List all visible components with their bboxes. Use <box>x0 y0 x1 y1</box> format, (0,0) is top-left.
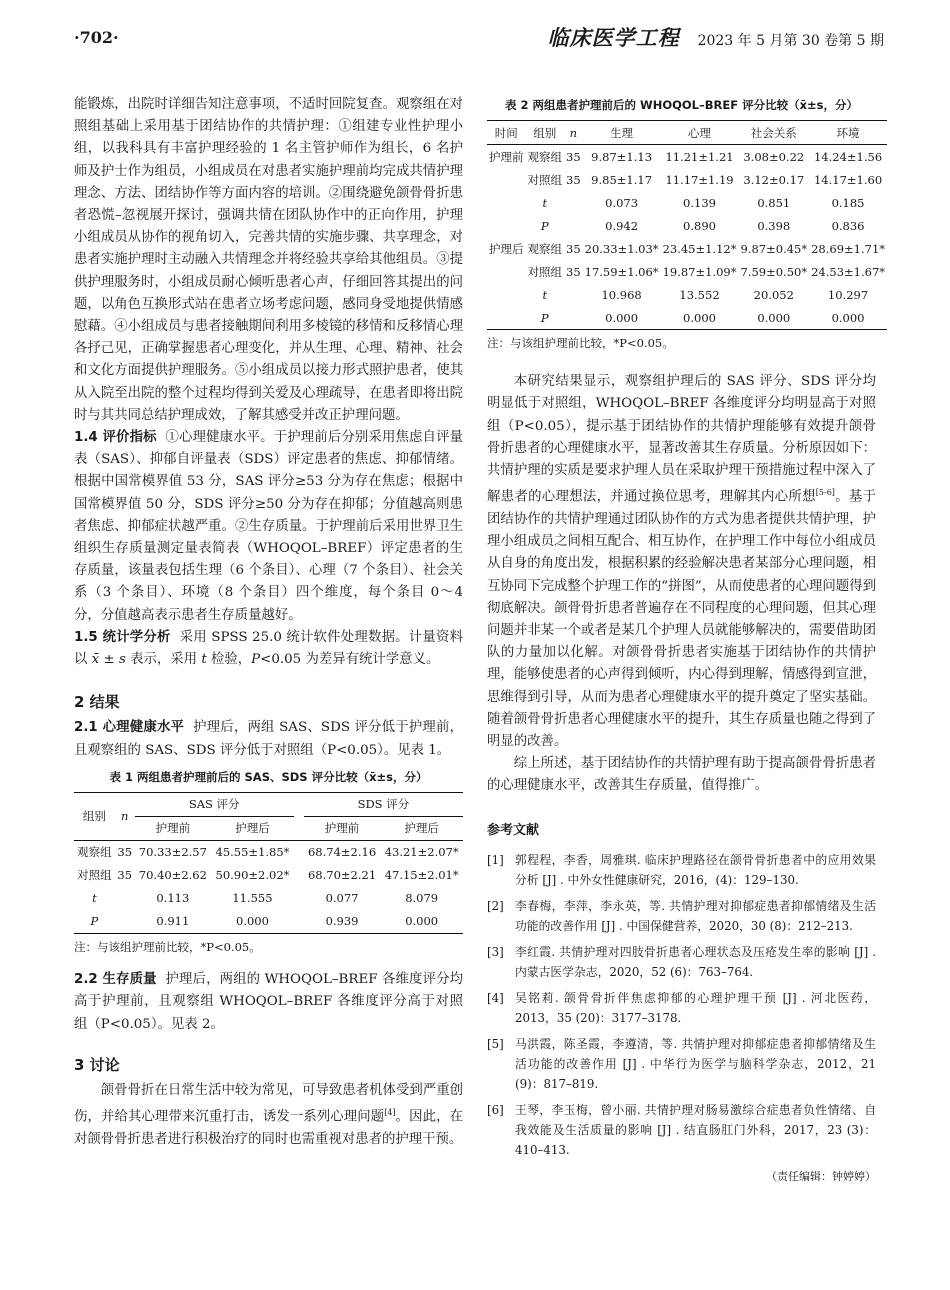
section-1-5-text-d: <0.05 为差异有统计学意义。 <box>260 652 440 668</box>
ref-num: [6] <box>487 1102 504 1117</box>
section-2-2-title: 2.2 生存质量 <box>74 972 157 988</box>
t2-time-before: 护理前 <box>489 149 524 164</box>
t2-time-after: 护理后 <box>489 241 524 256</box>
ref-text: 李春梅，李萍，李永英，等. 共情护理对抑郁症患者抑郁情绪及生活功能的改善作用 [J] . 中国保健营养，2020，30 (8)：212–213. <box>515 898 876 933</box>
citation: [5-6] <box>815 488 835 498</box>
t2-cell: 7.59±0.50* <box>740 264 808 279</box>
section-2-title: 2 结果 <box>74 693 120 712</box>
t2-cell: 19.87±1.09* <box>662 264 737 279</box>
t1-col-sds-after: 护理后 <box>404 821 439 836</box>
table-row <box>487 283 887 306</box>
ref-num: [1] <box>487 852 504 867</box>
section-2-2 <box>74 969 463 1036</box>
section-2-1 <box>74 717 463 761</box>
section-1-5 <box>74 627 463 671</box>
reference-item <box>487 896 876 936</box>
t2-cell: 17.59±1.06* <box>584 264 659 279</box>
t1-cell: 0.000 <box>235 914 269 929</box>
journal-info <box>548 22 884 52</box>
t2-cell: 9.87±0.45* <box>740 241 808 256</box>
table-row <box>487 306 887 330</box>
t2-cell: 0.000 <box>605 310 639 325</box>
t1-cell: 0.077 <box>325 891 359 906</box>
t2-cell: 0.890 <box>683 218 716 233</box>
t2-cell: 9.85±1.17 <box>591 172 653 187</box>
t2-cell: 14.17±1.60 <box>813 172 883 187</box>
reference-item <box>487 1100 876 1160</box>
t2-cell: 11.17±1.19 <box>665 172 734 187</box>
section-1-5-text-c: 检验， <box>210 652 252 668</box>
t2-cell <box>564 283 583 306</box>
table-row <box>487 145 887 169</box>
section-1-4-title: 1.4 评价指标 <box>74 430 157 446</box>
t1-col-sas: SAS 评分 <box>135 793 294 817</box>
table-row <box>74 910 463 934</box>
section-2-2-text: 护理后，两组的 WHOQOL–BREF 各维度评分均高于护理前，且观察组 WHOQOL–BREF 各维度评分高于对照组（P<0.05）。见表 2。 <box>74 972 463 1032</box>
ref-text: 马洪霞，陈圣霞，李遵清，等. 共情护理对抑郁症患者抑郁情绪及生活功能的改善作用 [J] . 中华行为医学与脑科学杂志，2012，21 (9)：817–819. <box>515 1036 876 1091</box>
t2-cell: 35 <box>566 149 581 164</box>
t1-col-n: n <box>115 793 135 841</box>
t2-cell: 观察组 <box>527 149 562 164</box>
t1-col-sds-before: 护理前 <box>324 821 360 836</box>
t1-cell: 68.74±2.16 <box>307 845 377 860</box>
ref-text: 李红霞. 共情护理对四肢骨折患者心理状态及压疮发生率的影响 [J] . 内蒙古医学杂志，2020，52 (6)：763–764. <box>515 944 876 979</box>
t2-cell: 0.185 <box>831 195 865 210</box>
t2-cell: P <box>540 310 549 325</box>
ref-text: 王琴，李玉梅，曾小丽. 共情护理对肠易激综合症患者负性情绪、自我效能及生活质量的影响 [J] . 结直肠肛门外科，2017，23 (3)：410–413. <box>515 1102 876 1157</box>
table-1-caption: 表 1 两组患者护理前后的 SAS、SDS 评分比较（x̄±s，分） <box>109 769 428 784</box>
t1-cell: 45.55±1.85* <box>215 845 290 860</box>
t1-cell: t <box>92 891 97 906</box>
p-symbol: P <box>251 652 261 668</box>
t2-cell: 3.12±0.17 <box>743 172 805 187</box>
t2-col-n: n <box>569 125 578 140</box>
reference-list <box>487 850 876 1160</box>
reference-item <box>487 1034 876 1094</box>
table-2-note: 注：与该组护理前比较，*P<0.05。 <box>487 336 674 351</box>
mean-sd-symbol: x̄ ± s <box>91 652 126 668</box>
table-row <box>487 260 887 283</box>
t1-cell: 8.079 <box>405 891 439 906</box>
t2-cell: 14.24±1.56 <box>813 149 883 164</box>
right-column <box>487 94 886 1188</box>
t1-cell <box>115 887 135 910</box>
t2-cell: 0.139 <box>683 195 716 210</box>
section-3-title: 3 讨论 <box>74 1055 120 1074</box>
table-2 <box>487 120 887 330</box>
citation: [4] <box>384 1108 396 1118</box>
t2-col-env: 环境 <box>836 125 860 140</box>
ref-num: [5] <box>487 1036 504 1051</box>
section-1-4 <box>74 427 463 627</box>
t2-cell: t <box>542 287 548 302</box>
t2-col-time: 时间 <box>494 125 518 140</box>
ref-text: 吴铭莉. 颌骨骨折伴焦虑抑郁的心理护理干预 [J] . 河北医药，2013，35 (20)：3177–3178. <box>515 990 876 1025</box>
section-2-1-title: 2.1 心理健康水平 <box>74 720 185 736</box>
table-row <box>74 887 463 910</box>
t2-cell: 24.53±1.67* <box>811 264 886 279</box>
t1-col-sds: SDS 评分 <box>304 793 463 817</box>
t1-cell: 70.40±2.62 <box>138 868 207 883</box>
t2-cell <box>564 191 583 214</box>
t2-cell: 13.552 <box>679 287 720 302</box>
ref-text: 郭程程，李香，周雅琪. 临床护理路径在颌骨骨折患者中的应用效果分析 [J] . 中外女性健康研究，2016，(4)：129–130. <box>515 852 876 887</box>
discussion-text-b: 。因此，在对颌骨骨折患者进行积极治疗的同时也需重视对患者的护理干预。 <box>74 1109 464 1147</box>
ref-num: [4] <box>487 990 504 1005</box>
section-2-1-text: 护理后，两组 SAS、SDS 评分低于护理前，且观察组的 SAS、SDS 评分低于对照组（P<0.05）。见表 1。 <box>74 720 463 758</box>
table-1 <box>74 792 463 934</box>
t1-cell: 对照组 <box>77 868 112 883</box>
discussion-text-2b: 。基于团结协作的共情护理通过团队协作的方式为患者提供共情护理，护理小组成员之间相互配合、相互协作，在护理工作中每位小组成员从自身的角度出发，根据积累的经验解决患者某部分心理问题，相互协同下完成整个护理工作的“拼图”，从而使患者的心理问题得到彻底解决。颌骨骨折患者普遍存在不同程度的心理问题，但其心理问题并非某一个或者是某几个护理人员就能够解决的，需要借助团队的力量加以化解。对颌骨骨折患者实施基于团结协作的共情护理，能够使患者的心声得到倾听，内心得到理解，情感得到宣泄，思维得到引导，从而为患者心理健康水平的提升奠定了坚实基础。随着颌骨骨折患者心理健康水平的提升，其生存质量也随之得到了明显的改善。 <box>487 489 877 749</box>
t1-cell: 43.21±2.07* <box>384 845 459 860</box>
t2-cell: P <box>540 218 549 233</box>
t1-cell: 47.15±2.01* <box>384 868 459 883</box>
t2-cell: 3.08±0.22 <box>743 149 805 164</box>
t-symbol: t <box>201 652 207 668</box>
t2-cell: 0.398 <box>757 218 791 233</box>
t2-cell: 0.000 <box>683 310 716 325</box>
discussion-text-2: 本研究结果显示，观察组护理后的 SAS 评分、SDS 评分均明显低于对照组，WHOQOL–BREF 各维度评分均明显高于对照组（P<0.05），提示基于团结协作的共情护理能够有效提升颌骨骨折患者的心理健康水平，显著改善其生存质量。分析原因如下：共情护理的实质是要求护理人员在采取护理干预措施过程中深入了解患者的心理想法，并通过换位思考，理解其内心所想 <box>487 374 876 505</box>
table-row <box>74 864 463 887</box>
journal-name: 临床医学工程 <box>547 25 680 50</box>
t2-cell: 0.851 <box>757 195 791 210</box>
t2-cell: 0.000 <box>831 310 865 325</box>
t1-cell: 观察组 <box>77 845 112 860</box>
t1-cell: 0.911 <box>156 914 190 929</box>
t1-cell: 0.939 <box>325 914 359 929</box>
t2-cell: 20.052 <box>753 287 794 302</box>
t2-cell: 0.942 <box>605 218 639 233</box>
t2-col-psych: 心理 <box>688 125 712 140</box>
discussion-paragraph-2 <box>487 371 876 753</box>
table-row <box>487 168 887 191</box>
t2-cell: 11.21±1.21 <box>665 149 734 164</box>
reference-item <box>487 988 876 1028</box>
discussion-text: 颌骨骨折在日常生活中较为常见，可导致患者机体受到严重创伤，并给其心理带来沉重打击，诱发一系列心理问题 <box>74 1082 463 1125</box>
conclusion-paragraph: 综上所述，基于团结协作的共情护理有助于提高颌骨骨折患者的心理健康水平，改善其生存质量，值得推广。 <box>487 756 876 794</box>
t2-cell: 0.073 <box>605 195 639 210</box>
table-row <box>487 191 887 214</box>
t2-cell: 0.000 <box>757 310 791 325</box>
t2-cell: 23.45±1.12* <box>662 241 737 256</box>
journal-issue: 2023 年 5 月第 30 卷第 5 期 <box>697 33 884 49</box>
page-header <box>0 22 950 58</box>
table-2-caption: 表 2 两组患者护理前后的 WHOQOL–BREF 评分比较（x̄±s，分） <box>505 98 858 112</box>
table-row <box>487 237 887 260</box>
table-row <box>487 214 887 237</box>
reference-item <box>487 942 876 982</box>
t1-cell: 70.33±2.57 <box>138 845 207 860</box>
t2-col-social: 社会关系 <box>750 125 797 140</box>
page-number: ·702· <box>74 28 119 47</box>
t1-col-sas-before: 护理前 <box>155 821 191 836</box>
references-title: 参考文献 <box>487 822 540 838</box>
table-1-note: 注：与该组护理前比较，*P<0.05。 <box>74 940 261 955</box>
t1-cell: 35 <box>117 845 133 860</box>
t1-cell: 0.113 <box>156 891 190 906</box>
table-row <box>74 841 463 865</box>
t2-cell <box>564 306 583 330</box>
left-column <box>74 94 463 1151</box>
t2-cell: 35 <box>566 264 581 279</box>
t1-col-sas-after: 护理后 <box>235 821 270 836</box>
t2-cell: 对照组 <box>527 172 562 187</box>
t1-cell: 35 <box>117 868 133 883</box>
t2-cell: 观察组 <box>527 241 562 256</box>
section-1-5-text-a: 采用 SPSS 25.0 统计软件处理数据。计量资料以 <box>74 629 463 668</box>
t2-cell: 35 <box>566 172 581 187</box>
t2-cell: 28.69±1.71* <box>811 241 886 256</box>
t2-cell: 10.968 <box>601 287 642 302</box>
section-1-4-text: ①心理健康水平。于护理前后分别采用焦虑自评量表（SAS）、抑郁自评量表（SDS）评定患者的焦虑、抑郁情绪。根据中国常模界值 53 分，SAS 评分≥53 分为存在焦虑；根据中国常模界值 50 分，SDS 评分≥50 分为存在抑郁；分值越高则患者焦虑、抑郁症状越严重。②生存质量。于护理前后采用世界卫生组织生存质量测定量表简表（WHOQOL–BREF）评定患者的生存质量，该量表包括生理（6 个条目）、心理（7 个条目）、社会关系（3 个条目）、环境（8 个条目）四个维度，每个条目 0～4 分，分值越高表示患者生存质量越好。 <box>74 430 463 623</box>
editor-credit: （责任编辑：钟婷婷） <box>766 1169 876 1183</box>
t2-cell: 20.33±1.03* <box>584 241 659 256</box>
t2-cell <box>564 214 583 237</box>
t2-cell: 0.836 <box>831 218 865 233</box>
t1-cell: 0.000 <box>405 914 439 929</box>
methods-paragraph: 能锻炼，出院时详细告知注意事项，不适时回院复查。观察组在对照组基础上采用基于团结协作的共情护理：①组建专业性护理小组，以我科具有丰富护理经验的 1 名主管护师作为组长，6 名护师及护士作为组员，小组成员在对患者实施护理前均完成共情护理理念、方法、团结协作等方面内容的培训。②围绕避免颌骨骨折患者恐慌–忽视展开探讨，强调共情在团队协作中的正向作用，护理小组成员从协作的视角切入，完善共情的实施步骤、共享理念，对患者实施护理时主动融入共情理念并将经验共享给其他组员。③提供护理服务时，小组成员耐心倾听患者心声，仔细回答其提出的问题，以角色互换形式站在患者立场考虑问题，感同身受地提供情感慰藉。④小组成员与患者接触期间利用多棱镜的移情和反移情心理各抒己见，正确掌握患者心理变化，并从生理、心理、精神、社会和文化方面提供护理服务。⑤小组成员以接力形式照护患者，使其从入院至出院的整个过程均得到关爱及心理疏导，在患者即将出院时与其共同总结护理成效，了解其感受并改正护理问题。 <box>74 97 463 423</box>
t1-cell: P <box>90 914 99 929</box>
t2-cell: 9.87±1.13 <box>591 149 653 164</box>
t2-cell: t <box>542 195 548 210</box>
ref-num: [2] <box>487 898 504 913</box>
t1-cell <box>115 910 135 934</box>
section-1-5-text-b: 表示，采用 <box>130 652 198 668</box>
t2-col-physical: 生理 <box>610 125 634 140</box>
t2-cell: 对照组 <box>527 264 562 279</box>
t2-cell: 35 <box>566 241 581 256</box>
reference-item <box>487 850 876 890</box>
t2-cell: 10.297 <box>827 287 869 302</box>
t1-cell: 68.70±2.21 <box>307 868 377 883</box>
section-1-5-title: 1.5 统计学分析 <box>74 629 171 645</box>
t1-col-group: 组别 <box>74 793 115 841</box>
t1-cell: 50.90±2.02* <box>215 868 290 883</box>
t2-col-group: 组别 <box>533 125 557 140</box>
discussion-paragraph <box>74 1080 463 1151</box>
t1-cell: 11.555 <box>232 891 273 906</box>
ref-num: [3] <box>487 944 504 959</box>
